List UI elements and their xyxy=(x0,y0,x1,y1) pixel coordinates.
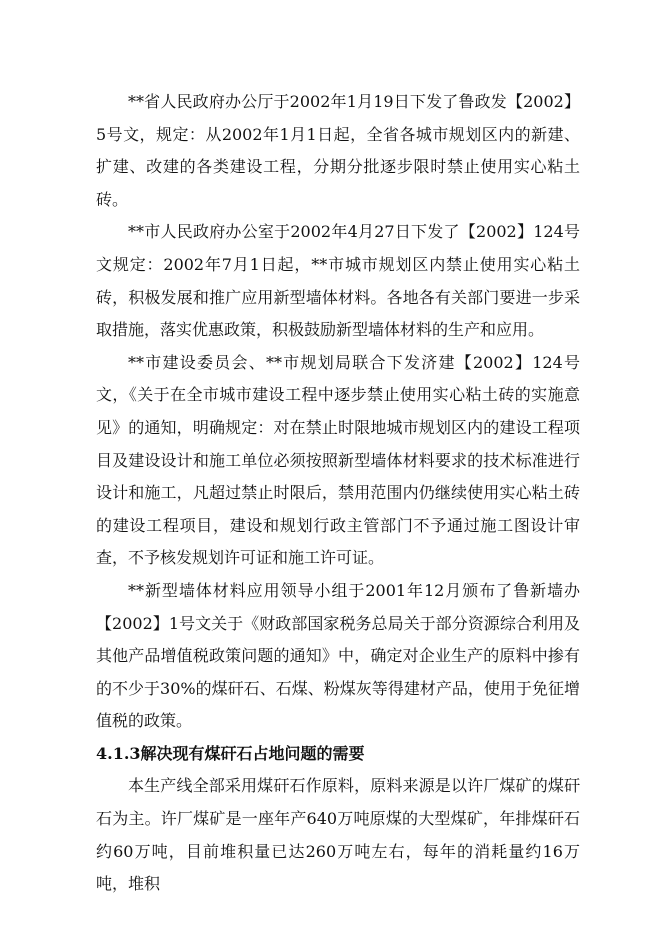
section-paragraph: 本生产线全部采用煤矸石作原料，原料来源是以许厂煤矿的煤矸石为主。许厂煤矿是一座年产640万吨原煤的大型煤矿，年排煤矸石约60万吨，目前堆积量已达260万吨左右，每年的消耗量约16万吨，堆积 xyxy=(96,776,580,894)
paragraph-wall-material-notice: **新型墙体材料应用领导小组于2001年12月颁布了鲁新墙办【2002】1号文关于《财政部国家税务总局关于部分资源综合利用及其他产品增值税政策问题的通知》中，确定对企业生产的原料中掺有的不少于30%的煤矸石、石煤、粉煤灰等得建材产品，使用于免征增值税的政策。 xyxy=(96,580,580,731)
paragraph-provincial-notice: **省人民政府办公厅于2002年1月19日下发了鲁政发【2002】5号文，规定：从2002年1月1日起，全省各城市规划区内的新建、扩建、改建的各类建设工程，分期分批逐步限时禁止使用实心粘土砖。 xyxy=(96,92,580,209)
paragraph-municipal-notice: **市人民政府办公室于2002年4月27日下发了【2002】124号文规定：2002年7月1日起，**市城市规划区内禁止使用实心粘土砖，积极发展和推广应用新型墙体材料。各地各有关部门要进一步采取措施，落实优惠政策，积极鼓励新型墙体材料的生产和应用。 xyxy=(96,222,580,340)
document-body xyxy=(96,86,580,901)
section-heading: 4.1.3解决现有煤矸石占地问题的需要 xyxy=(96,743,365,763)
paragraph-construction-committee-notice: **市建设委员会、**市规划局联合下发济建【2002】124号文，《关于在全市城市建设工程中逐步禁止使用实心粘土砖的实施意见》的通知，明确规定：对在禁止时限地城市规划区内的建设工程项目及建设设计和施工单位必须按照新型墙体材料要求的技术标准进行设计和施工，凡超过禁止时限后，禁用范围内仍继续使用实心粘土砖的建设工程项目，建设和规划行政主管部门不予通过施工图设计审查，不予核发规划许可证和施工许可证。 xyxy=(96,352,580,568)
